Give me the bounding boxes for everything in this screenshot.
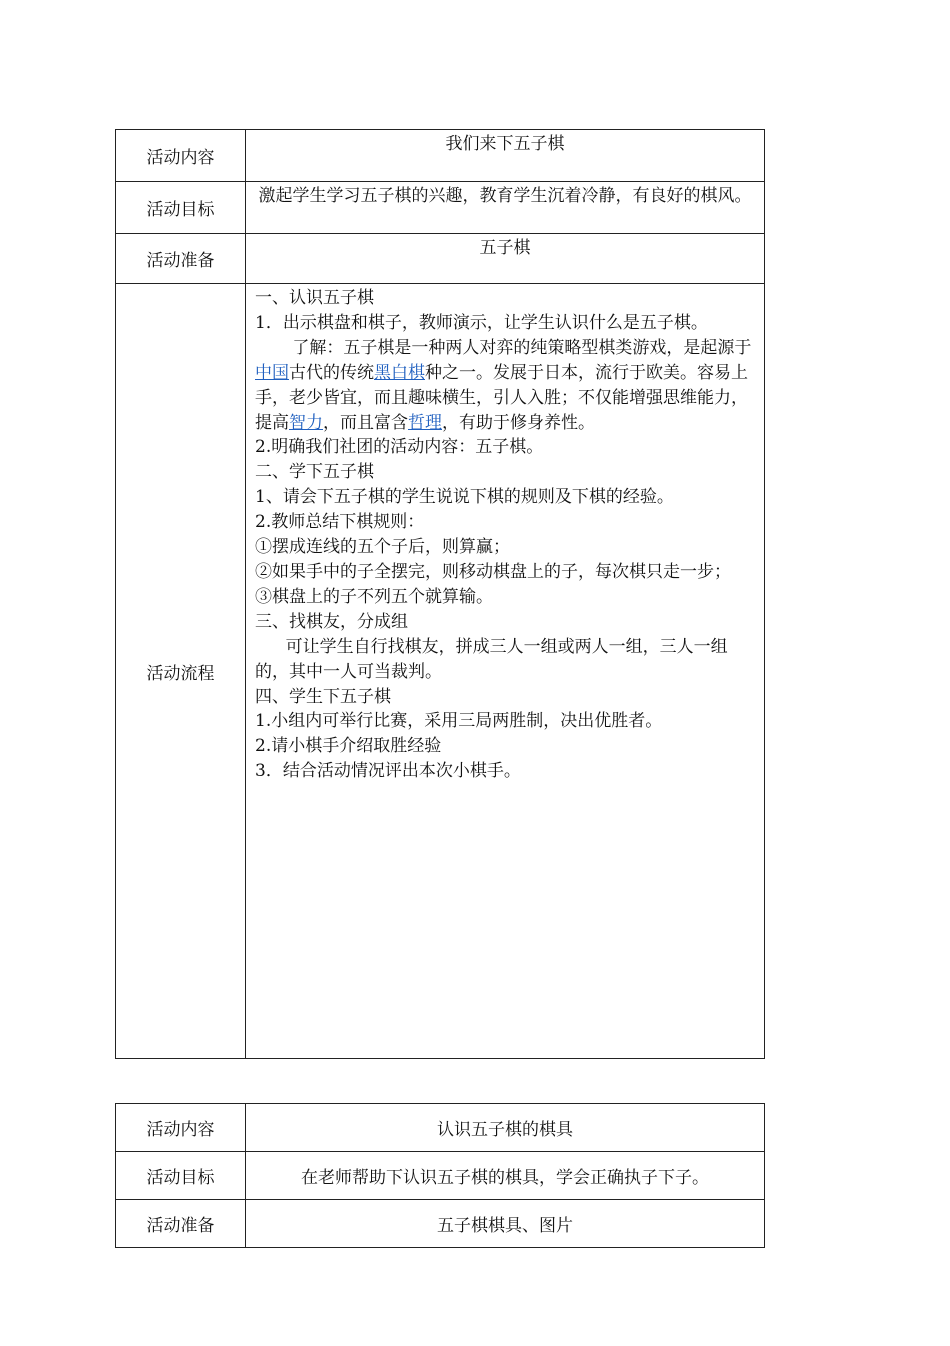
section-heading: 二、学下五子棋 [255, 462, 374, 483]
label-activity-content: 活动内容 [116, 130, 246, 182]
label-activity-process: 活动流程 [116, 284, 246, 1059]
value-activity-goal: 在老师帮助下认识五子棋的棋具，学会正确执子下子。 [246, 1152, 765, 1200]
section-heading: 四、学生下五子棋 [255, 686, 391, 707]
section-heading: 三、找棋友，分成组 [255, 611, 408, 632]
label-activity-prep: 活动准备 [116, 1200, 246, 1248]
label-activity-prep: 活动准备 [116, 234, 246, 284]
process-line: 1．出示棋盘和棋子，教师演示，让学生认识什么是五子棋。 [255, 312, 708, 333]
value-activity-prep: 五子棋棋具、图片 [246, 1200, 765, 1248]
value-activity-goal: 激起学生学习五子棋的兴趣，教育学生沉着冷静，有良好的棋风。 [246, 182, 765, 234]
process-line: 2.教师总结下棋规则： [255, 512, 425, 533]
process-line: 2.明确我们社团的活动内容：五子棋。 [255, 437, 544, 458]
rule-line: ①摆成连线的五个子后，则算赢； [255, 537, 510, 558]
label-activity-goal: 活动目标 [116, 1152, 246, 1200]
label-activity-content: 活动内容 [116, 1104, 246, 1152]
value-activity-process [246, 284, 765, 1059]
section-heading: 一、认识五子棋 [255, 288, 374, 308]
process-line: 2.请小棋手介绍取胜经验 [255, 736, 442, 757]
activity-plan-table-2 [115, 1103, 765, 1248]
rule-line: ②如果手中的子全摆完，则移动棋盘上的子，每次棋只走一步； [255, 561, 731, 582]
intro-paragraph: 了解：五子棋是一种两人对弈的纯策略型棋类游戏，是起源于中国古代的传统黑白棋种之一。发展于日本，流行于欧美。容易上手，老少皆宜，而且趣味横生，引人入胜；不仅能增强思维能力，提高智力，而且富含哲理，有助于修身养性。 [255, 337, 752, 433]
link-philosophy[interactable]: 哲理 [408, 412, 442, 433]
link-china[interactable]: 中国 [255, 362, 289, 383]
value-activity-prep: 五子棋 [246, 234, 765, 284]
value-activity-content: 认识五子棋的棋具 [246, 1104, 765, 1152]
link-intelligence[interactable]: 智力 [289, 412, 323, 433]
activity-plan-table-1 [115, 129, 765, 1059]
process-line: 1、请会下五子棋的学生说说下棋的规则及下棋的经验。 [255, 487, 674, 508]
rule-line: ③棋盘上的子不列五个就算输。 [255, 586, 493, 607]
label-activity-goal: 活动目标 [116, 182, 246, 234]
value-activity-content: 我们来下五子棋 [246, 130, 765, 182]
process-line: 3．结合活动情况评出本次小棋手。 [255, 761, 521, 782]
grouping-paragraph: 可让学生自行找棋友，拼成三人一组或两人一组，三人一组的，其中一人可当裁判。 [255, 636, 728, 682]
process-line: 1.小组内可举行比赛，采用三局两胜制，决出优胜者。 [255, 711, 663, 732]
link-black-white-chess[interactable]: 黑白棋 [374, 362, 425, 383]
